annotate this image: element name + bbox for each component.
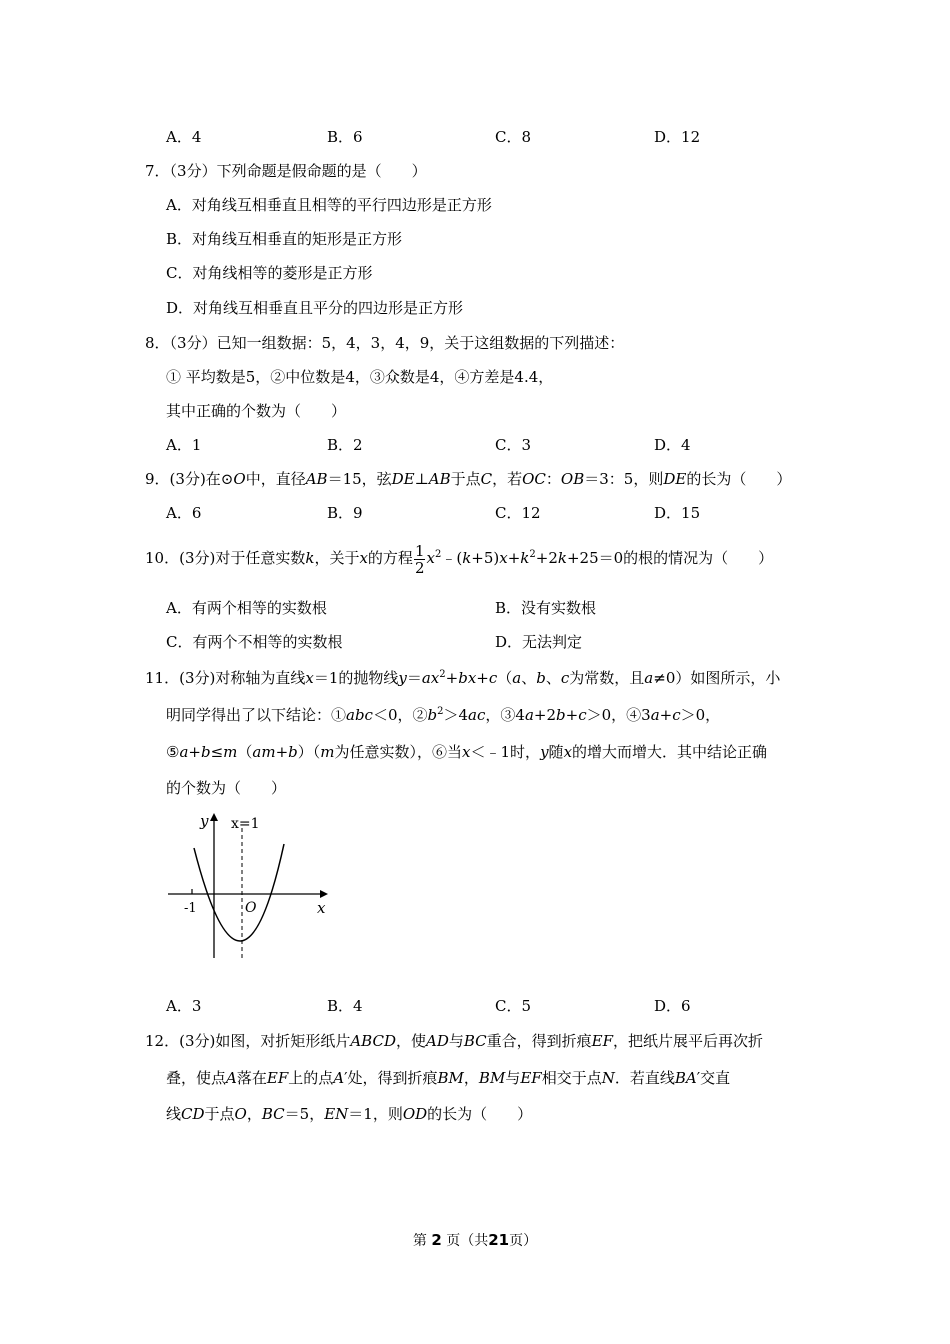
q7-option-b: B．对角线互相垂直的矩形是正方形 [166,230,403,248]
q10-option-c: C．有两个不相等的实数根 [166,633,343,651]
q11-stem-line1: 11．(3分)对称轴为直线x＝1的抛物线$y=ax^2+bx+c(a$、b、c为常数，且a≠0）如图所示，小 [145,669,781,687]
q11-stem-line4: 的个数为（ ） [166,779,287,797]
q11-stem-line2: 明同学得出了以下结论：①abc＜0，$②b^2>4ac$，③4a+2b+c＞0，④3a+c＞0， [166,706,721,724]
q8-statements: ① 平均数是5，②中位数是4，③众数是4，④方差是4.4， [166,368,554,386]
q11-option-b: B．4 [327,997,363,1015]
q7-stem: 7．（3分）下列命题是假命题的是（ ） [145,162,427,180]
q7-option-c: C．对角线相等的菱形是正方形 [166,264,373,282]
q8-option-a: A．1 [166,436,202,454]
total-pages: 21 [488,1231,510,1249]
q11-option-d: D．6 [654,997,691,1015]
q6-option-a: A．4 [166,128,202,146]
page-footer: 第 2 页（共21页） [412,1231,538,1249]
neg-one-label: -1 [184,901,197,916]
page-number: 2 [431,1231,442,1249]
y-axis-label: y [200,812,209,830]
q11-option-c: C．5 [495,997,532,1015]
q8-question: 其中正确的个数为（ ） [166,402,347,420]
q7-option-a: A．对角线互相垂直且相等的平行四边形是正方形 [166,196,492,214]
q6-option-d: D．12 [654,128,701,146]
q6-option-c: C．8 [495,128,532,146]
q12-stem-line3: 线CD于点O，BC＝5，EN＝1，则OD的长为（ ） [166,1105,533,1123]
q6-option-b: B．6 [327,128,363,146]
q11-option-a: A．3 [166,997,202,1015]
q10-option-d: D．无法判定 [495,633,583,651]
q12-stem-line2: 叠，使点A落在EF上的点A′处，得到折痕BM，BM与EF相交于点N．若直线BA′交直 [166,1069,731,1087]
q7-option-d: D．对角线互相垂直且平分的四边形是正方形 [166,299,464,317]
origin-label: O [245,900,257,916]
y-axis-arrow [210,813,218,821]
x-axis-arrow [320,890,328,898]
q8-option-d: D．4 [654,436,691,454]
q8-option-b: B．2 [327,436,363,454]
x-axis-label: x [317,899,326,917]
q9-option-b: B．9 [327,504,363,522]
q9-option-c: C．12 [495,504,541,522]
q12-stem-line1: 12．(3分)如图，对折矩形纸片ABCD，使AD与BC重合，得到折痕EF，把纸片展平后再次折 [145,1032,764,1050]
q9-option-d: D．15 [654,504,701,522]
q8-option-c: C．3 [495,436,532,454]
parabola-figure [160,808,335,968]
q10-option-b: B．没有实数根 [495,599,597,617]
symmetry-axis-label: x=1 [231,816,260,832]
q10-option-a: A．有两个相等的实数根 [166,599,327,617]
q9-stem: 9．(3分)在⊙O中，直径AB＝15，弦DE⊥AB于点C，若OC：OB＝3：5，则DE的长为（ ） [145,470,792,488]
q10-fraction: $\frac{1}{2}$ [414,541,425,577]
q11-stem-line3: ⑤a+b≤m（am+b）（m为任意实数），⑥当x＜﹣1时，y随x的增大而增大．其中结论正确 [166,743,768,761]
parabola-curve [194,844,284,941]
q8-stem: 8．（3分）已知一组数据：5，4，3，4，9，关于这组数据的下列描述： [145,334,625,352]
q10-stem: 10．(3分)对于任意实数k，关于x的方程 $\frac{1}{2}$ $x^2﹣(k+5)x+k^2+2k+25=0$的根的情况为（ ） [145,541,774,577]
q9-option-a: A．6 [166,504,202,522]
